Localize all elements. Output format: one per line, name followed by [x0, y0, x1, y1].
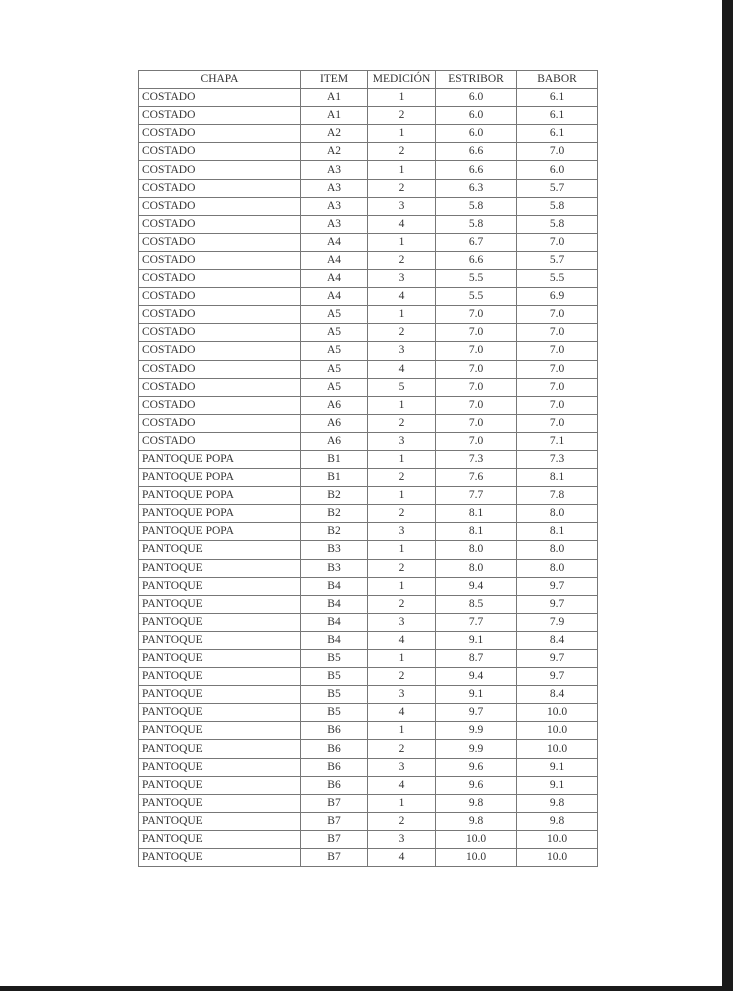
cell-chapa: COSTADO	[139, 396, 301, 414]
cell-babor: 10.0	[517, 722, 598, 740]
cell-chapa: PANTOQUE POPA	[139, 450, 301, 468]
cell-item: A2	[301, 125, 368, 143]
table-row	[139, 215, 598, 233]
cell-babor: 5.5	[517, 270, 598, 288]
cell-item: A6	[301, 396, 368, 414]
cell-item: B3	[301, 559, 368, 577]
cell-estribor: 6.0	[436, 125, 517, 143]
cell-babor: 8.0	[517, 559, 598, 577]
cell-chapa: COSTADO	[139, 432, 301, 450]
cell-estribor: 9.1	[436, 631, 517, 649]
cell-babor: 6.1	[517, 107, 598, 125]
cell-babor: 7.3	[517, 450, 598, 468]
cell-estribor: 9.6	[436, 758, 517, 776]
cell-babor: 10.0	[517, 740, 598, 758]
cell-item: A4	[301, 233, 368, 251]
cell-babor: 7.0	[517, 396, 598, 414]
cell-item: B5	[301, 686, 368, 704]
cell-medicion: 3	[368, 432, 436, 450]
cell-item: A5	[301, 324, 368, 342]
cell-babor: 6.1	[517, 89, 598, 107]
cell-medicion: 3	[368, 686, 436, 704]
cell-babor: 6.1	[517, 125, 598, 143]
header-item: ITEM	[301, 71, 368, 89]
cell-item: B3	[301, 541, 368, 559]
cell-medicion: 3	[368, 758, 436, 776]
cell-estribor: 6.0	[436, 89, 517, 107]
cell-babor: 8.0	[517, 505, 598, 523]
cell-babor: 9.7	[517, 668, 598, 686]
cell-chapa: COSTADO	[139, 270, 301, 288]
cell-chapa: PANTOQUE	[139, 686, 301, 704]
cell-babor: 7.0	[517, 414, 598, 432]
cell-medicion: 4	[368, 849, 436, 867]
cell-babor: 9.7	[517, 577, 598, 595]
cell-chapa: PANTOQUE	[139, 541, 301, 559]
cell-chapa: COSTADO	[139, 251, 301, 269]
cell-item: B6	[301, 722, 368, 740]
cell-medicion: 2	[368, 414, 436, 432]
cell-estribor: 6.7	[436, 233, 517, 251]
cell-item: B4	[301, 595, 368, 613]
cell-medicion: 1	[368, 650, 436, 668]
table-row	[139, 251, 598, 269]
cell-chapa: COSTADO	[139, 306, 301, 324]
table-row	[139, 686, 598, 704]
table-row	[139, 523, 598, 541]
cell-item: A1	[301, 107, 368, 125]
cell-item: B2	[301, 487, 368, 505]
cell-chapa: PANTOQUE	[139, 722, 301, 740]
table-row	[139, 342, 598, 360]
table-row	[139, 487, 598, 505]
cell-estribor: 6.3	[436, 179, 517, 197]
table-row	[139, 270, 598, 288]
cell-item: B7	[301, 830, 368, 848]
cell-medicion: 2	[368, 179, 436, 197]
cell-item: A3	[301, 197, 368, 215]
cell-item: B6	[301, 776, 368, 794]
cell-estribor: 10.0	[436, 830, 517, 848]
cell-babor: 7.0	[517, 324, 598, 342]
cell-item: B7	[301, 794, 368, 812]
table-row	[139, 577, 598, 595]
cell-estribor: 7.0	[436, 378, 517, 396]
table-row	[139, 125, 598, 143]
cell-item: B1	[301, 469, 368, 487]
cell-medicion: 1	[368, 161, 436, 179]
cell-medicion: 1	[368, 233, 436, 251]
table-row	[139, 89, 598, 107]
cell-chapa: COSTADO	[139, 143, 301, 161]
cell-estribor: 9.1	[436, 686, 517, 704]
cell-babor: 5.7	[517, 179, 598, 197]
cell-chapa: PANTOQUE	[139, 740, 301, 758]
cell-chapa: COSTADO	[139, 233, 301, 251]
cell-chapa: COSTADO	[139, 161, 301, 179]
cell-babor: 7.0	[517, 342, 598, 360]
cell-chapa: PANTOQUE POPA	[139, 469, 301, 487]
cell-medicion: 4	[368, 215, 436, 233]
table-row	[139, 179, 598, 197]
cell-chapa: COSTADO	[139, 414, 301, 432]
header-row	[139, 71, 598, 89]
table-row	[139, 432, 598, 450]
cell-chapa: PANTOQUE	[139, 794, 301, 812]
cell-item: B6	[301, 758, 368, 776]
cell-estribor: 5.8	[436, 197, 517, 215]
cell-babor: 9.7	[517, 650, 598, 668]
cell-medicion: 3	[368, 613, 436, 631]
cell-medicion: 4	[368, 631, 436, 649]
table-row	[139, 107, 598, 125]
table-row	[139, 631, 598, 649]
measurements-table	[138, 70, 598, 867]
cell-chapa: PANTOQUE	[139, 559, 301, 577]
cell-chapa: COSTADO	[139, 179, 301, 197]
table-row	[139, 306, 598, 324]
cell-item: A4	[301, 270, 368, 288]
cell-item: B2	[301, 523, 368, 541]
cell-medicion: 4	[368, 360, 436, 378]
cell-item: B5	[301, 668, 368, 686]
table-row	[139, 740, 598, 758]
cell-medicion: 1	[368, 794, 436, 812]
table-row	[139, 288, 598, 306]
cell-chapa: COSTADO	[139, 197, 301, 215]
cell-babor: 8.0	[517, 541, 598, 559]
table-row	[139, 650, 598, 668]
header-medicion: MEDICIÓN	[368, 71, 436, 89]
cell-estribor: 7.0	[436, 360, 517, 378]
cell-item: A1	[301, 89, 368, 107]
table-row	[139, 505, 598, 523]
cell-estribor: 9.8	[436, 794, 517, 812]
cell-estribor: 5.5	[436, 288, 517, 306]
cell-item: A5	[301, 378, 368, 396]
cell-babor: 8.1	[517, 523, 598, 541]
cell-babor: 6.0	[517, 161, 598, 179]
cell-estribor: 7.0	[436, 324, 517, 342]
table-row	[139, 668, 598, 686]
cell-chapa: PANTOQUE	[139, 613, 301, 631]
cell-medicion: 2	[368, 595, 436, 613]
cell-chapa: PANTOQUE	[139, 595, 301, 613]
cell-estribor: 8.1	[436, 505, 517, 523]
cell-chapa: PANTOQUE	[139, 758, 301, 776]
table-row	[139, 396, 598, 414]
cell-medicion: 5	[368, 378, 436, 396]
cell-babor: 7.0	[517, 306, 598, 324]
cell-estribor: 8.0	[436, 541, 517, 559]
cell-estribor: 7.7	[436, 613, 517, 631]
cell-estribor: 9.8	[436, 812, 517, 830]
cell-item: B6	[301, 740, 368, 758]
cell-babor: 10.0	[517, 849, 598, 867]
cell-medicion: 2	[368, 324, 436, 342]
table-row	[139, 849, 598, 867]
cell-medicion: 3	[368, 197, 436, 215]
cell-item: A4	[301, 251, 368, 269]
table-row	[139, 360, 598, 378]
cell-estribor: 6.6	[436, 143, 517, 161]
cell-medicion: 1	[368, 396, 436, 414]
cell-medicion: 1	[368, 487, 436, 505]
cell-item: A4	[301, 288, 368, 306]
cell-babor: 5.7	[517, 251, 598, 269]
cell-medicion: 4	[368, 704, 436, 722]
cell-item: B5	[301, 650, 368, 668]
cell-estribor: 9.6	[436, 776, 517, 794]
cell-babor: 7.0	[517, 233, 598, 251]
cell-babor: 9.8	[517, 794, 598, 812]
header-chapa: CHAPA	[139, 71, 301, 89]
cell-estribor: 9.9	[436, 740, 517, 758]
cell-medicion: 3	[368, 523, 436, 541]
cell-babor: 5.8	[517, 215, 598, 233]
cell-medicion: 4	[368, 776, 436, 794]
cell-medicion: 1	[368, 125, 436, 143]
cell-item: A5	[301, 306, 368, 324]
cell-medicion: 2	[368, 740, 436, 758]
cell-chapa: PANTOQUE	[139, 650, 301, 668]
cell-medicion: 2	[368, 559, 436, 577]
cell-medicion: 1	[368, 89, 436, 107]
cell-chapa: COSTADO	[139, 215, 301, 233]
cell-medicion: 1	[368, 541, 436, 559]
cell-chapa: PANTOQUE	[139, 631, 301, 649]
cell-chapa: COSTADO	[139, 324, 301, 342]
cell-item: A3	[301, 215, 368, 233]
table-row	[139, 324, 598, 342]
cell-item: A3	[301, 161, 368, 179]
cell-medicion: 2	[368, 469, 436, 487]
cell-medicion: 1	[368, 306, 436, 324]
cell-chapa: PANTOQUE	[139, 849, 301, 867]
cell-chapa: PANTOQUE	[139, 812, 301, 830]
table-row	[139, 541, 598, 559]
table-row	[139, 758, 598, 776]
cell-chapa: PANTOQUE POPA	[139, 487, 301, 505]
table-row	[139, 559, 598, 577]
cell-item: B1	[301, 450, 368, 468]
cell-estribor: 6.6	[436, 251, 517, 269]
header-estribor: ESTRIBOR	[436, 71, 517, 89]
cell-babor: 7.9	[517, 613, 598, 631]
table-row	[139, 414, 598, 432]
cell-chapa: COSTADO	[139, 360, 301, 378]
table-row	[139, 776, 598, 794]
cell-item: A6	[301, 432, 368, 450]
table-row	[139, 830, 598, 848]
cell-babor: 8.4	[517, 686, 598, 704]
cell-estribor: 7.0	[436, 342, 517, 360]
cell-estribor: 7.0	[436, 306, 517, 324]
cell-babor: 7.8	[517, 487, 598, 505]
cell-estribor: 9.9	[436, 722, 517, 740]
cell-estribor: 8.0	[436, 559, 517, 577]
cell-estribor: 8.7	[436, 650, 517, 668]
cell-chapa: COSTADO	[139, 288, 301, 306]
cell-estribor: 7.0	[436, 396, 517, 414]
table-row	[139, 469, 598, 487]
cell-chapa: PANTOQUE POPA	[139, 505, 301, 523]
table-row	[139, 143, 598, 161]
table-row	[139, 161, 598, 179]
cell-estribor: 9.4	[436, 577, 517, 595]
cell-estribor: 8.1	[436, 523, 517, 541]
cell-item: A6	[301, 414, 368, 432]
cell-estribor: 7.0	[436, 432, 517, 450]
table-row	[139, 595, 598, 613]
cell-babor: 6.9	[517, 288, 598, 306]
cell-chapa: PANTOQUE	[139, 577, 301, 595]
table-row	[139, 233, 598, 251]
cell-babor: 9.1	[517, 776, 598, 794]
table-row	[139, 812, 598, 830]
header-babor: BABOR	[517, 71, 598, 89]
cell-babor: 8.4	[517, 631, 598, 649]
cell-chapa: PANTOQUE POPA	[139, 523, 301, 541]
cell-item: B4	[301, 613, 368, 631]
cell-babor: 9.1	[517, 758, 598, 776]
table-row	[139, 613, 598, 631]
table-row	[139, 794, 598, 812]
cell-item: A3	[301, 179, 368, 197]
cell-medicion: 4	[368, 288, 436, 306]
cell-estribor: 9.4	[436, 668, 517, 686]
cell-medicion: 3	[368, 830, 436, 848]
cell-estribor: 6.6	[436, 161, 517, 179]
cell-item: B2	[301, 505, 368, 523]
cell-babor: 9.7	[517, 595, 598, 613]
cell-estribor: 5.5	[436, 270, 517, 288]
cell-babor: 10.0	[517, 830, 598, 848]
cell-babor: 5.8	[517, 197, 598, 215]
cell-babor: 8.1	[517, 469, 598, 487]
table-row	[139, 197, 598, 215]
cell-chapa: PANTOQUE	[139, 830, 301, 848]
cell-medicion: 1	[368, 577, 436, 595]
cell-medicion: 2	[368, 107, 436, 125]
cell-item: B7	[301, 849, 368, 867]
cell-item: A5	[301, 360, 368, 378]
cell-chapa: COSTADO	[139, 89, 301, 107]
cell-chapa: COSTADO	[139, 378, 301, 396]
cell-babor: 7.0	[517, 378, 598, 396]
cell-estribor: 7.0	[436, 414, 517, 432]
cell-babor: 7.0	[517, 360, 598, 378]
cell-chapa: PANTOQUE	[139, 668, 301, 686]
cell-item: B4	[301, 631, 368, 649]
cell-medicion: 1	[368, 722, 436, 740]
cell-estribor: 9.7	[436, 704, 517, 722]
cell-medicion: 2	[368, 251, 436, 269]
cell-item: B4	[301, 577, 368, 595]
table-row	[139, 450, 598, 468]
cell-babor: 10.0	[517, 704, 598, 722]
cell-chapa: COSTADO	[139, 107, 301, 125]
cell-chapa: COSTADO	[139, 342, 301, 360]
table-row	[139, 704, 598, 722]
cell-estribor: 8.5	[436, 595, 517, 613]
cell-medicion: 2	[368, 505, 436, 523]
cell-babor: 7.0	[517, 143, 598, 161]
cell-medicion: 2	[368, 812, 436, 830]
cell-estribor: 10.0	[436, 849, 517, 867]
cell-chapa: PANTOQUE	[139, 704, 301, 722]
cell-item: B7	[301, 812, 368, 830]
cell-babor: 9.8	[517, 812, 598, 830]
table-row	[139, 378, 598, 396]
cell-chapa: COSTADO	[139, 125, 301, 143]
cell-medicion: 3	[368, 270, 436, 288]
table-body	[139, 89, 598, 867]
cell-chapa: PANTOQUE	[139, 776, 301, 794]
cell-estribor: 7.6	[436, 469, 517, 487]
cell-estribor: 5.8	[436, 215, 517, 233]
cell-medicion: 2	[368, 668, 436, 686]
cell-babor: 7.1	[517, 432, 598, 450]
cell-estribor: 7.3	[436, 450, 517, 468]
cell-estribor: 7.7	[436, 487, 517, 505]
cell-item: A5	[301, 342, 368, 360]
cell-item: A2	[301, 143, 368, 161]
table-row	[139, 722, 598, 740]
cell-medicion: 2	[368, 143, 436, 161]
cell-medicion: 3	[368, 342, 436, 360]
cell-medicion: 1	[368, 450, 436, 468]
cell-item: B5	[301, 704, 368, 722]
cell-estribor: 6.0	[436, 107, 517, 125]
